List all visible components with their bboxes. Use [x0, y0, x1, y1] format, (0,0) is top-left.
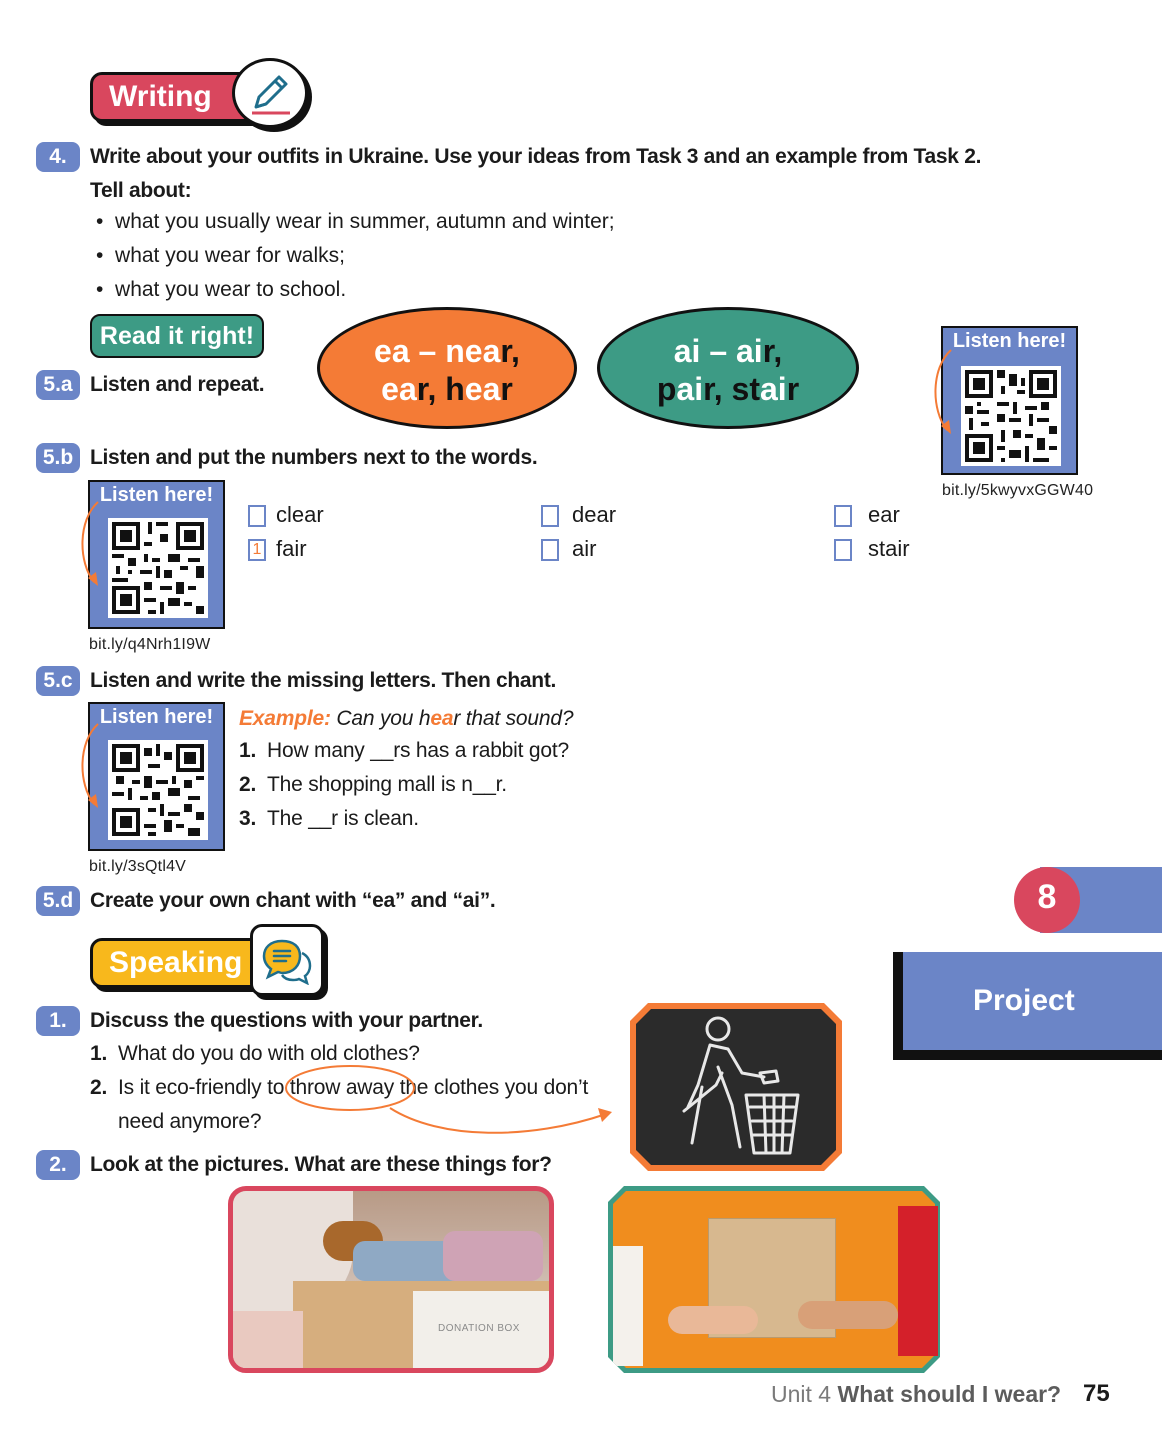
word-clear: clear	[276, 502, 324, 527]
speaking-task-1-badge: 1.	[36, 1006, 80, 1036]
donation-box-photo	[228, 1186, 554, 1373]
bullet-item: • what you wear to school.	[96, 278, 347, 301]
speaking-task-2-badge: 2.	[36, 1150, 80, 1180]
bullet-item: • what you usually wear in summer, autumn and winter;	[96, 210, 615, 233]
task-5d-instruction: Create your own chant with “ea” and “ai”.	[90, 889, 496, 912]
word-air: air	[572, 536, 597, 561]
qr-title: Listen here!	[99, 706, 214, 728]
page-footer	[771, 1381, 1061, 1408]
speaking-task-1-instruction: Discuss the questions with your partner.	[90, 1009, 483, 1032]
word-ear: ear	[868, 502, 900, 527]
speaking-header-label: Speaking	[109, 946, 243, 979]
task-5b-badge: 5.b	[36, 443, 80, 473]
number-box[interactable]	[541, 505, 559, 527]
ai-sound-oval: ai – air, pair, stair	[597, 307, 859, 429]
ea-sound-oval: ea – near, ear, hear	[317, 307, 577, 429]
bullet-item: • what you wear for walks;	[96, 244, 345, 267]
hands-holding-box-photo	[608, 1186, 940, 1373]
task-4-instruction: Write about your outfits in Ukraine. Use your ideas from Task 3 and an example from Task 2.	[90, 145, 982, 168]
qr-listen-5c[interactable]	[88, 702, 225, 851]
number-box[interactable]	[248, 505, 266, 527]
qr-code[interactable]	[961, 366, 1061, 466]
donation-box-label: DONATION BOX	[438, 1323, 520, 1334]
tell-about-label: Tell about:	[90, 179, 192, 202]
number-box[interactable]: 1	[248, 539, 266, 561]
task-5a-instruction: Listen and repeat.	[90, 373, 265, 396]
number-box[interactable]	[541, 539, 559, 561]
task-4-badge: 4.	[36, 142, 80, 172]
qr-link-5c[interactable]: bit.ly/3sQtl4V	[89, 858, 187, 875]
writing-header-label: Writing	[109, 80, 212, 113]
task-5a-badge: 5.a	[36, 370, 80, 400]
qr-link-5b[interactable]: bit.ly/q4Nrh1I9W	[89, 636, 211, 653]
task-5d-badge: 5.d	[36, 886, 80, 916]
throw-away-arrow	[280, 1060, 620, 1150]
chant-item: 1. How many __rs has a rabbit got?	[239, 739, 569, 762]
footer-title: What should I wear?	[837, 1381, 1062, 1407]
qr-title: Listen here!	[99, 484, 214, 506]
page-number: 75	[1083, 1380, 1110, 1407]
qr-code[interactable]	[108, 740, 208, 840]
footer-unit: Unit 4	[771, 1381, 838, 1407]
chant-item: 2. The shopping mall is n__r.	[239, 773, 507, 796]
task-5c-badge: 5.c	[36, 666, 80, 696]
qr-title: Listen here!	[952, 330, 1067, 352]
qr-listen-5b[interactable]	[88, 480, 225, 629]
question-2-cont: need anymore?	[118, 1110, 262, 1133]
task-5c-instruction: Listen and write the missing letters. Then chant.	[90, 669, 557, 692]
word-dear: dear	[572, 502, 617, 527]
example-line: Example: Can you hear that sound?	[239, 707, 574, 730]
word-fair: fair	[276, 536, 307, 561]
number-box[interactable]	[834, 505, 852, 527]
speech-bubbles-icon	[250, 924, 324, 996]
unit-number-circle: 8	[1014, 867, 1080, 933]
pencil-icon	[232, 58, 308, 128]
project-tab-face: Project	[903, 952, 1162, 1050]
chant-item: 3. The __r is clean.	[239, 807, 419, 830]
question-2: 2. Is it eco-friendly to throw away the clothes you don’t	[90, 1076, 589, 1099]
number-box[interactable]	[834, 539, 852, 561]
qr-listen-main[interactable]	[941, 326, 1078, 475]
qr-link-main[interactable]: bit.ly/5kwyvxGGW40	[942, 482, 1094, 499]
task-5b-instruction: Listen and put the numbers next to the words.	[90, 446, 538, 469]
speaking-task-2-instruction: Look at the pictures. What are these things for?	[90, 1153, 552, 1176]
throw-away-highlight: throw away	[289, 1076, 395, 1099]
trash-bin-chalkboard-image	[630, 1003, 842, 1171]
qr-code[interactable]	[108, 518, 208, 618]
word-stair: stair	[868, 536, 910, 561]
question-1: 1. What do you do with old clothes?	[90, 1042, 420, 1065]
read-it-right-label: Read it right!	[90, 314, 264, 358]
